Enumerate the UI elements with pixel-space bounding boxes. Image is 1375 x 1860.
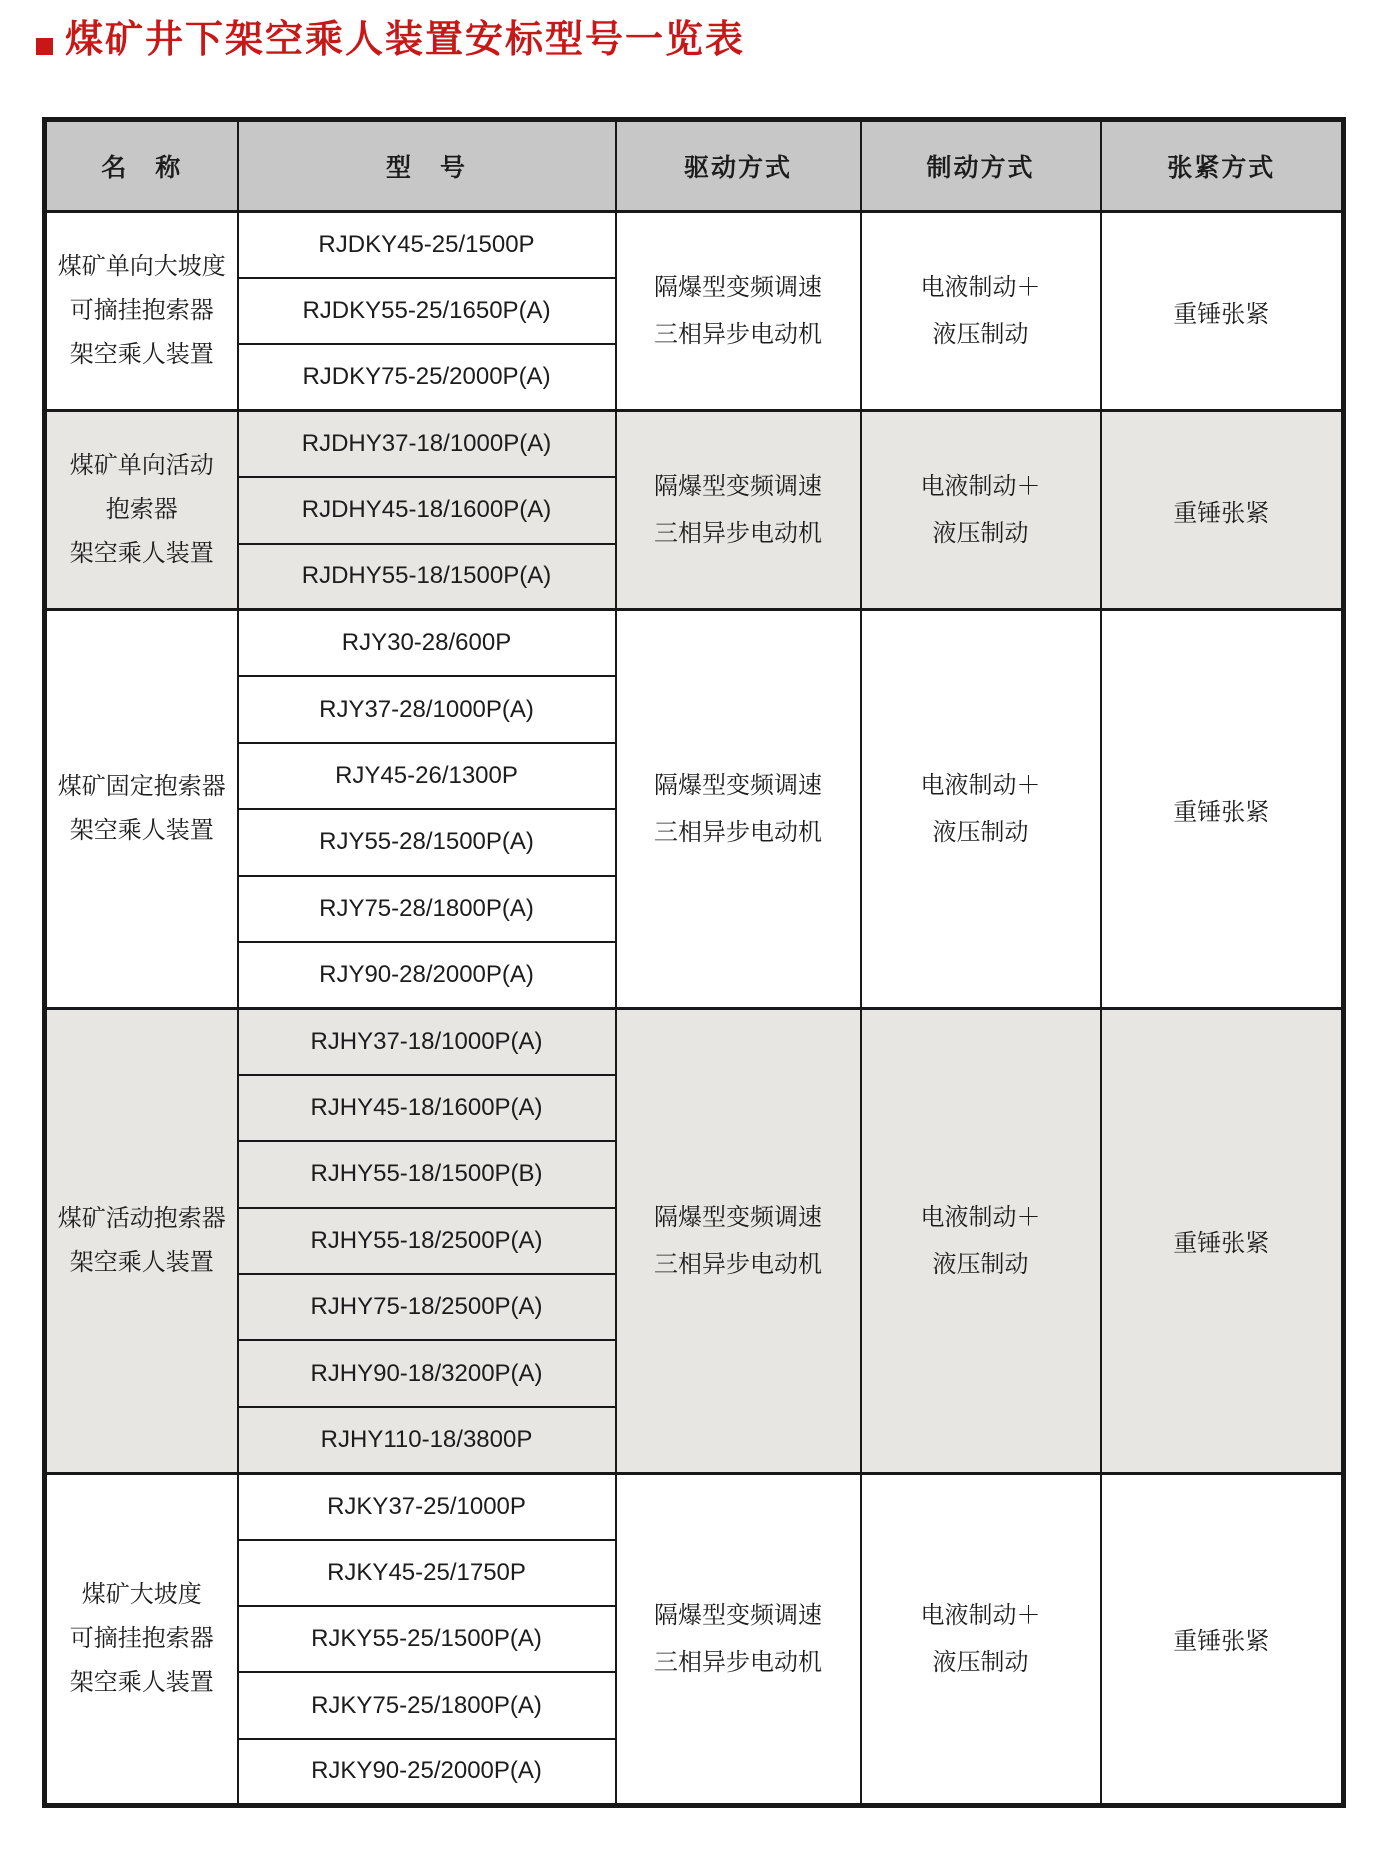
brake-mode-cell-line: 液压制动 [932,321,1029,349]
device-name-cell-line: 架空乘人装置 [69,1248,214,1276]
table-row [45,610,1344,676]
brake-mode-cell-line: 电液制动＋ [920,772,1041,800]
drive-mode-cell [616,411,861,610]
drive-mode-cell-line: 隔爆型变频调速 [654,274,822,302]
device-name-cell [45,1008,238,1473]
brake-mode-cell-line: 电液制动＋ [920,1203,1041,1231]
model-cell: RJHY45-18/1600P(A) [238,1075,616,1141]
device-name-cell-line: 架空乘人装置 [69,540,214,568]
model-cell: RJKY55-25/1500P(A) [238,1606,616,1672]
table-row [45,1473,1344,1539]
drive-mode-cell-line: 隔爆型变频调速 [654,1601,822,1629]
header-cell-drive: 驱动方式 [616,120,861,212]
model-cell: RJHY37-18/1000P(A) [238,1008,616,1074]
device-name-cell [45,411,238,610]
model-cell: RJDHY45-18/1600P(A) [238,477,616,543]
table-header-row [45,120,1344,212]
model-cell: RJY75-28/1800P(A) [238,876,616,942]
device-name-cell [45,212,238,411]
drive-mode-cell-line: 三相异步电动机 [654,1250,822,1278]
model-cell: RJHY55-18/1500P(B) [238,1141,616,1207]
brake-mode-cell-line: 液压制动 [932,1250,1029,1278]
model-cell: RJHY90-18/3200P(A) [238,1340,616,1406]
model-cell: RJDKY75-25/2000P(A) [238,344,616,410]
model-cell: RJHY110-18/3800P [238,1407,616,1473]
device-name-cell-line: 煤矿活动抱索器 [57,1204,226,1232]
drive-mode-cell-line: 隔爆型变频调速 [654,473,822,501]
device-name-cell [45,610,238,1008]
table-body [45,212,1344,1806]
model-cell: RJY90-28/2000P(A) [238,942,616,1008]
device-name-cell-line: 抱索器 [105,496,178,524]
device-name-cell-line: 架空乘人装置 [69,817,214,845]
model-cell: RJDKY45-25/1500P [238,212,616,278]
tension-mode-cell: 重锤张紧 [1101,212,1344,411]
device-name-cell-line: 煤矿单向活动 [69,452,214,480]
model-cell: RJY37-28/1000P(A) [238,676,616,742]
tension-mode-cell: 重锤张紧 [1101,610,1344,1008]
page-title-row [36,18,745,64]
model-cell: RJKY37-25/1000P [238,1473,616,1539]
device-name-cell-line: 煤矿单向大坡度 [57,253,226,281]
device-name-cell-line: 架空乘人装置 [69,1668,214,1696]
table-row [45,1008,1344,1074]
device-name-cell [45,1473,238,1805]
drive-mode-cell-line: 三相异步电动机 [654,321,822,349]
brake-mode-cell [861,610,1101,1008]
model-cell: RJY55-28/1500P(A) [238,809,616,875]
brake-mode-cell [861,212,1101,411]
drive-mode-cell-line: 隔爆型变频调速 [654,772,822,800]
model-cell: RJDKY55-25/1650P(A) [238,278,616,344]
model-cell: RJHY75-18/2500P(A) [238,1274,616,1340]
drive-mode-cell-line: 隔爆型变频调速 [654,1203,822,1231]
brake-mode-cell-line: 液压制动 [932,819,1029,847]
header-cell-name: 名 称 [45,120,238,212]
device-name-cell-line: 煤矿大坡度 [81,1580,202,1608]
drive-mode-cell [616,212,861,411]
tension-mode-cell: 重锤张紧 [1101,1008,1344,1473]
header-cell-model: 型 号 [238,120,616,212]
tension-mode-cell: 重锤张紧 [1101,411,1344,610]
drive-mode-cell [616,1473,861,1805]
brake-mode-cell [861,1008,1101,1473]
header-cell-brake: 制动方式 [861,120,1101,212]
brake-mode-cell [861,1473,1101,1805]
brake-mode-cell-line: 电液制动＋ [920,1601,1041,1629]
drive-mode-cell [616,610,861,1008]
drive-mode-cell-line: 三相异步电动机 [654,819,822,847]
header-cell-tension: 张紧方式 [1101,120,1344,212]
model-cell: RJDHY55-18/1500P(A) [238,544,616,610]
tension-mode-cell: 重锤张紧 [1101,1473,1344,1805]
brake-mode-cell [861,411,1101,610]
model-cell: RJKY90-25/2000P(A) [238,1739,616,1806]
model-cell: RJHY55-18/2500P(A) [238,1208,616,1274]
table-row [45,212,1344,278]
drive-mode-cell [616,1008,861,1473]
model-cell: RJY45-26/1300P [238,743,616,809]
model-cell: RJDHY37-18/1000P(A) [238,411,616,477]
device-name-cell-line: 煤矿固定抱索器 [57,773,226,801]
model-cell: RJKY45-25/1750P [238,1540,616,1606]
model-cell: RJY30-28/600P [238,610,616,676]
device-name-cell-line: 可摘挂抱索器 [69,1624,214,1652]
model-spec-table [42,117,1346,1808]
page-title: 煤矿井下架空乘人装置安标型号一览表 [65,19,746,61]
model-cell: RJKY75-25/1800P(A) [238,1672,616,1738]
brake-mode-cell-line: 电液制动＋ [920,473,1041,501]
brake-mode-cell-line: 液压制动 [932,520,1029,548]
drive-mode-cell-line: 三相异步电动机 [654,520,822,548]
device-name-cell-line: 架空乘人装置 [69,341,214,369]
drive-mode-cell-line: 三相异步电动机 [654,1648,822,1676]
device-name-cell-line: 可摘挂抱索器 [69,297,214,325]
brake-mode-cell-line: 液压制动 [932,1648,1029,1676]
square-bullet-icon [36,38,53,55]
brake-mode-cell-line: 电液制动＋ [920,274,1041,302]
table-row [45,411,1344,477]
